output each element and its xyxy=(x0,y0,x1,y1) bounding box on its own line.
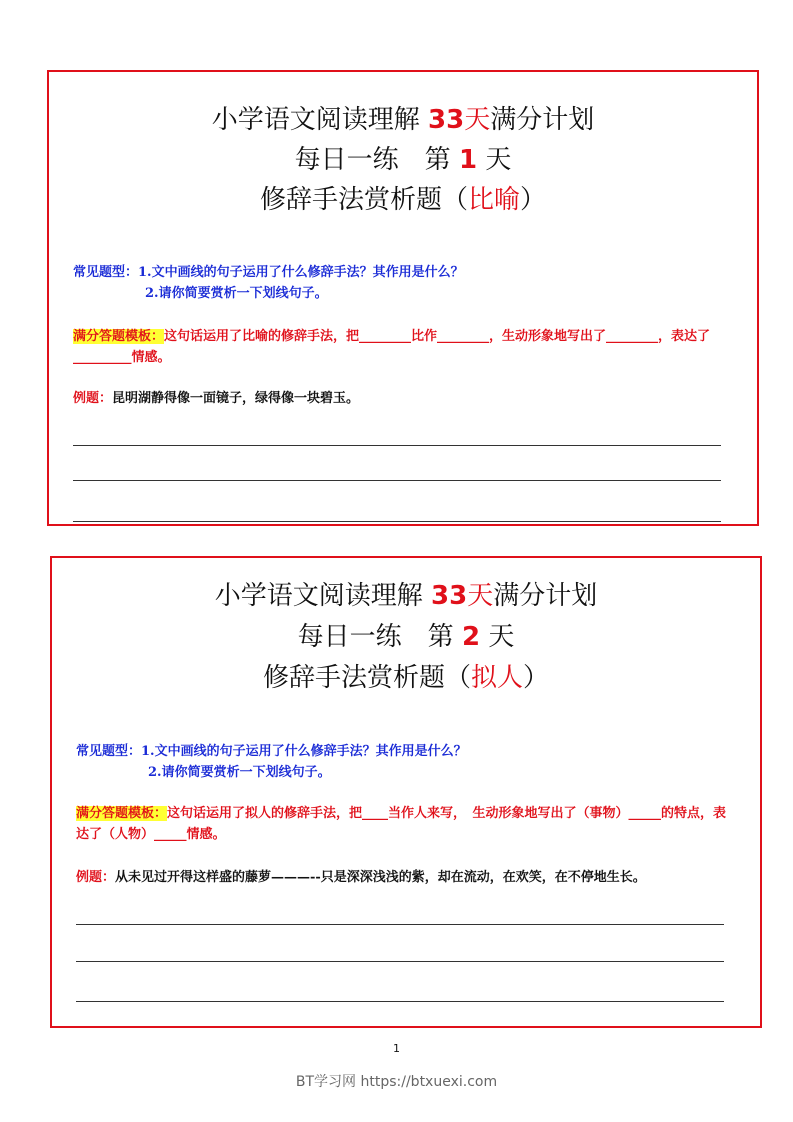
answer-line[interactable] xyxy=(76,924,724,925)
exercise-card-day-2 xyxy=(50,556,762,1028)
title-suffix: 满分计划 xyxy=(493,581,598,611)
example xyxy=(73,388,729,409)
title-number: 33 xyxy=(431,581,468,611)
example-label: 例题： xyxy=(73,391,113,406)
template-label: 满分答题模板： xyxy=(73,329,165,344)
day-suffix: 天 xyxy=(488,622,515,652)
daily-practice-label: 每日一练 第 xyxy=(294,145,451,175)
title-suffix: 满分计划 xyxy=(490,105,595,135)
answer-line[interactable] xyxy=(76,1001,724,1002)
answer-line[interactable] xyxy=(73,445,721,446)
example-sentence: 昆明湖静得像一面镜子，绿得像一块碧玉。 xyxy=(112,391,360,406)
example-label: 例题： xyxy=(76,870,116,885)
answer-template xyxy=(73,326,729,368)
card-title-line-3 xyxy=(49,180,757,220)
example-sentence: 从未见过开得这样盛的藤萝———--只是深深浅浅的紫，却在流动，在欢笑，在不停地生长。 xyxy=(115,870,646,885)
day-suffix: 天 xyxy=(485,145,512,175)
card-title-line-1 xyxy=(52,576,760,616)
example xyxy=(76,867,732,888)
template-text: 这句话运用了拟人的修辞手法，把____当作人来写， 生动形象地写出了（事物）_____的特点，表达了（人物）_____情感。 xyxy=(76,806,727,842)
topic-name: 拟人 xyxy=(470,663,523,693)
title-text: 小学语文阅读理解 xyxy=(214,581,423,611)
common-question-1: 1.文中画线的句子运用了什么修辞手法？其作用是什么？ xyxy=(138,265,464,280)
title-day: 天 xyxy=(467,581,494,611)
common-label: 常见题型： xyxy=(73,265,139,280)
topic-prefix: 修辞手法赏析题（ xyxy=(262,663,471,693)
answer-line[interactable] xyxy=(73,480,721,481)
template-text: 这句话运用了比喻的修辞手法，把________比作________，生动形象地写出了________，表达了_________情感。 xyxy=(73,329,711,365)
daily-practice-label: 每日一练 第 xyxy=(297,622,454,652)
card-title-line-3 xyxy=(52,658,760,698)
exercise-card-day-1 xyxy=(47,70,759,526)
topic-suffix: ） xyxy=(523,663,550,693)
card-title-line-1 xyxy=(49,100,757,140)
title-day: 天 xyxy=(464,105,491,135)
common-question-types xyxy=(73,262,729,304)
answer-line[interactable] xyxy=(76,961,724,962)
footer-watermark: BT学习网 https://btxuexi.com xyxy=(295,1074,498,1090)
card-title-line-2 xyxy=(52,617,760,657)
day-number: 1 xyxy=(458,145,478,175)
topic-name: 比喻 xyxy=(467,185,520,215)
card-title-line-2 xyxy=(49,140,757,180)
title-text: 小学语文阅读理解 xyxy=(211,105,420,135)
common-question-2: 2.请你简要赏析一下划线句子。 xyxy=(148,765,331,780)
answer-line[interactable] xyxy=(73,521,721,522)
topic-suffix: ） xyxy=(520,185,547,215)
common-question-types xyxy=(76,741,732,783)
topic-prefix: 修辞手法赏析题（ xyxy=(259,185,468,215)
title-number: 33 xyxy=(428,105,465,135)
common-question-1: 1.文中画线的句子运用了什么修辞手法？其作用是什么？ xyxy=(141,744,467,759)
answer-template xyxy=(76,803,732,845)
common-label: 常见题型： xyxy=(76,744,142,759)
common-question-2: 2.请你简要赏析一下划线句子。 xyxy=(145,286,328,301)
template-label: 满分答题模板： xyxy=(76,806,168,821)
page-number: 1 xyxy=(393,1042,400,1055)
day-number: 2 xyxy=(461,622,481,652)
